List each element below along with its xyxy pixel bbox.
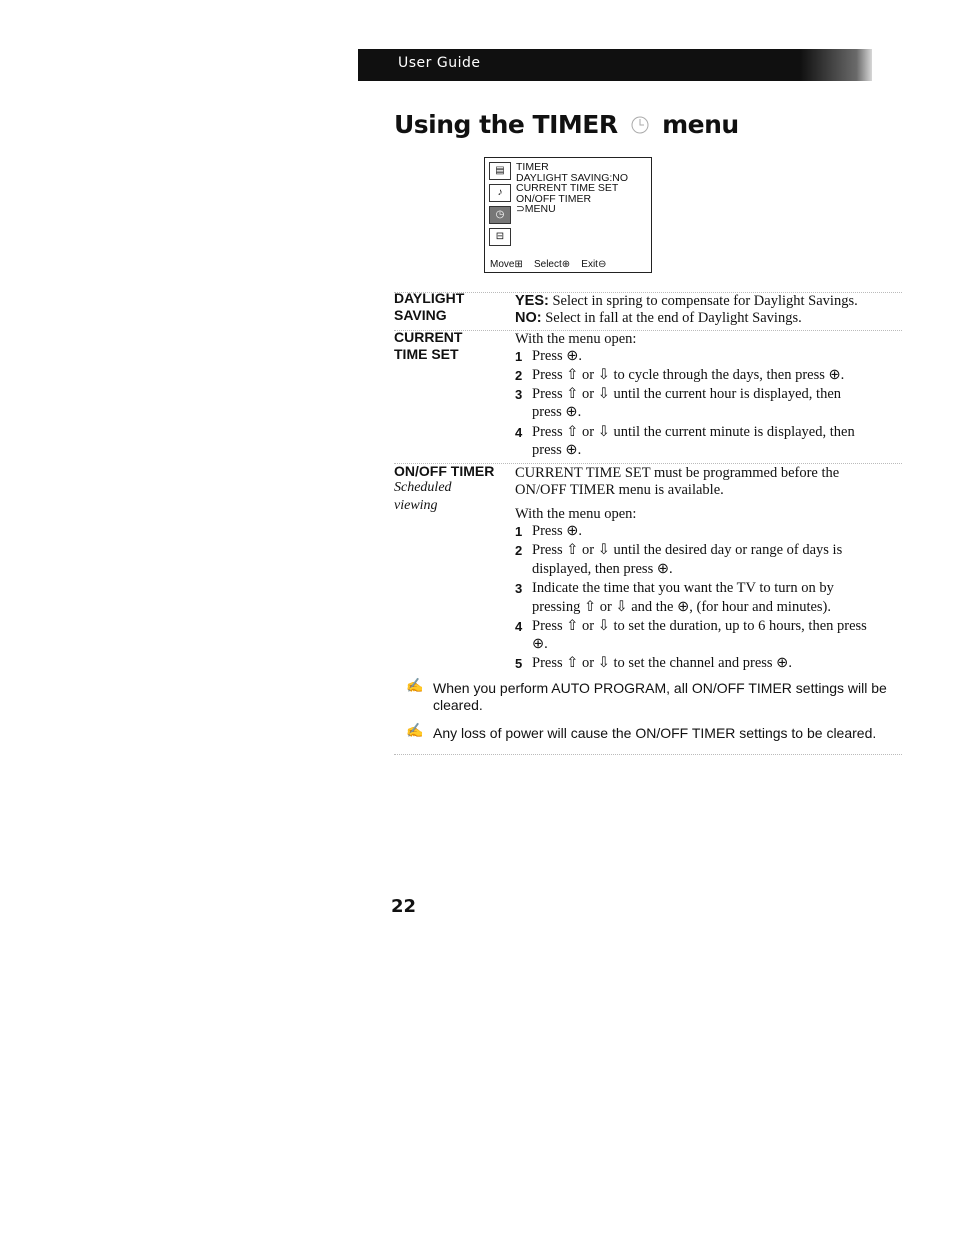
onoff-intro-line: ON/OFF TIMER menu is available. bbox=[515, 482, 724, 498]
step-text: Press ⊕. bbox=[532, 523, 583, 539]
note-line: cleared. bbox=[433, 697, 483, 713]
label-line: SAVING bbox=[394, 307, 447, 323]
osd-footer bbox=[490, 260, 606, 271]
audio-note-icon: ♪ bbox=[489, 184, 511, 202]
step-text: Press ⊕. bbox=[532, 348, 583, 364]
osd-exit-label: Exit bbox=[581, 258, 598, 270]
daylight-saving-label bbox=[394, 290, 464, 324]
sub-line: Scheduled bbox=[394, 480, 452, 495]
current-intro: With the menu open: bbox=[515, 331, 637, 347]
step-text: press ⊕. bbox=[532, 404, 582, 420]
step-number: 2 bbox=[515, 368, 523, 383]
onoff-intro2: With the menu open: bbox=[515, 506, 637, 522]
yes-text: Select in spring to compensate for Daylight Savings. bbox=[548, 293, 858, 309]
note-text bbox=[433, 680, 887, 714]
step-text: press ⊕. bbox=[532, 442, 582, 458]
note-pencil-icon: ✍ bbox=[406, 724, 424, 739]
note-pencil-icon: ✍ bbox=[406, 679, 424, 694]
step-text: Indicate the time that you want the TV to turn on by bbox=[532, 580, 834, 596]
title-prefix: Using the TIMER bbox=[394, 110, 618, 139]
picture-menu-icon: ▤ bbox=[489, 162, 511, 180]
daylight-no-line bbox=[515, 309, 802, 328]
osd-line: DAYLIGHT SAVING:NO bbox=[516, 171, 629, 184]
daylight-yes-line bbox=[515, 292, 858, 311]
step-number: 1 bbox=[515, 524, 523, 539]
note-text bbox=[433, 725, 876, 742]
step-number: 4 bbox=[515, 425, 523, 440]
step-number: 4 bbox=[515, 619, 523, 634]
osd-select-label: Select bbox=[533, 258, 562, 270]
yes-key: YES: bbox=[515, 293, 549, 309]
step-text: Press ⇧ or ⇩ until the current minute is displayed, then bbox=[532, 424, 855, 440]
timer-menu-icon: ◷ bbox=[489, 206, 511, 224]
setup-menu-icon: ⊟ bbox=[489, 228, 511, 246]
header-label: User Guide bbox=[398, 55, 481, 71]
step-text: Press ⇧ or ⇩ until the current hour is displayed, then bbox=[532, 386, 842, 402]
osd-move-label: Move bbox=[490, 258, 515, 270]
no-text: Select in fall at the end of Daylight Savings. bbox=[541, 310, 802, 326]
menu-button-icon: ⊖ bbox=[597, 258, 607, 270]
osd-line: ⊃MENU bbox=[516, 203, 556, 215]
step-text: Press ⇧ or ⇩ to cycle through the days, then press ⊕. bbox=[532, 367, 845, 383]
step-number: 5 bbox=[515, 656, 523, 671]
step-text: displayed, then press ⊕. bbox=[532, 561, 673, 577]
onoff-intro-line: CURRENT TIME SET must be programmed before the bbox=[515, 465, 840, 481]
header-bar bbox=[358, 49, 872, 81]
title-suffix: menu bbox=[662, 110, 739, 139]
note-line: Any loss of power will cause the ON/OFF TIMER settings to be cleared. bbox=[433, 725, 877, 741]
step-text: Press ⇧ or ⇩ until the desired day or range of days is bbox=[532, 542, 843, 558]
page-title bbox=[394, 110, 739, 141]
arrows-icon: ⊞ bbox=[514, 258, 523, 270]
divider bbox=[394, 330, 902, 331]
osd-line: CURRENT TIME SET bbox=[516, 182, 619, 194]
no-key: NO: bbox=[515, 310, 542, 326]
step-text: Press ⇧ or ⇩ to set the duration, up to 6 hours, then press bbox=[532, 618, 867, 634]
note-line: When you perform AUTO PROGRAM, all ON/OFF TIMER settings will be bbox=[433, 680, 887, 696]
onoff-timer-label: ON/OFF TIMER bbox=[394, 463, 495, 479]
osd-lines bbox=[516, 162, 628, 215]
step-number: 3 bbox=[515, 387, 523, 402]
timer-clock-icon bbox=[630, 112, 650, 141]
osd-menu-screen bbox=[484, 157, 652, 273]
step-text: ⊕. bbox=[532, 636, 548, 652]
step-text: pressing ⇧ or ⇩ and the ⊕, (for hour and minutes). bbox=[532, 599, 831, 615]
step-number: 3 bbox=[515, 581, 523, 596]
label-line: CURRENT bbox=[394, 329, 463, 345]
label-line: TIME SET bbox=[394, 346, 459, 362]
step-number: 2 bbox=[515, 543, 523, 558]
sub-line: viewing bbox=[394, 498, 438, 513]
osd-line: TIMER bbox=[516, 161, 549, 173]
step-text: Press ⇧ or ⇩ to set the channel and press ⊕. bbox=[532, 655, 792, 671]
select-button-icon: ⊕ bbox=[561, 258, 571, 270]
step-number: 1 bbox=[515, 349, 523, 364]
label-line: DAYLIGHT bbox=[394, 290, 465, 306]
osd-line: ON/OFF TIMER bbox=[516, 192, 592, 205]
onoff-subtitle bbox=[394, 479, 452, 515]
divider bbox=[394, 754, 902, 755]
current-time-set-label bbox=[394, 329, 462, 363]
page-number: 22 bbox=[391, 896, 417, 917]
